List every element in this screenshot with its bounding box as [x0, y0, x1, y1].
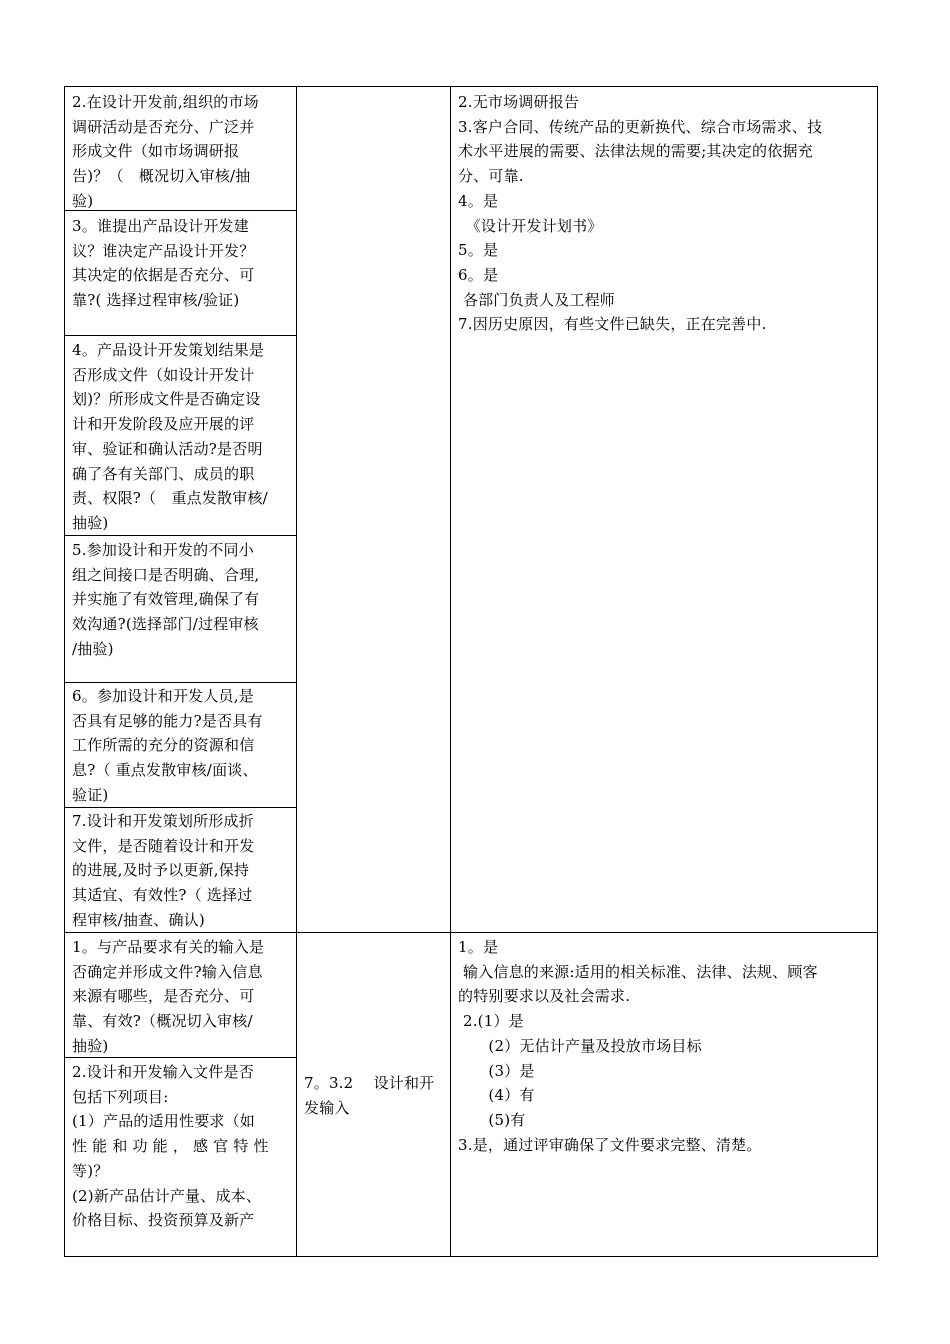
- clause-cell: 7。3.2 设计和开 发输入: [304, 1074, 435, 1117]
- table-border-left: [64, 86, 65, 1257]
- answer-cell: 1。是 输入信息的来源:适用的相关标准、法律、法规、顾客 的特别要求以及社会需求. 2.(1）是 (2）无估计产量及投放市场目标 (3）是 (4）有 (5)有 3.是，通过评审确保了文件要求完整、清楚。: [458, 938, 818, 1154]
- audit-checklist-table: [64, 86, 878, 1257]
- question-cell: 5.参加设计和开发的不同小 组之间接口是否明确、合理, 并实施了有效管理,确保了有 效沟通?(选择部门/过程审核 /抽验): [72, 541, 260, 658]
- question-cell: 7.设计和开发策划所形成折 文件，是否随着设计和开发 的进展,及时予以更新,保持 其适宜、有效性?（ 选择过 程审核/抽查、确认): [72, 812, 255, 929]
- table-border-top: [64, 86, 878, 87]
- table-border-right: [877, 86, 878, 1257]
- question-divider: [64, 682, 297, 683]
- question-cell: 6。参加设计和开发人员,是 否具有足够的能力?是否具有 工作所需的充分的资源和信 息?（ 重点发散审核/面谈、 验证): [72, 687, 263, 804]
- column-divider-2: [450, 86, 451, 1257]
- question-cell: 3。谁提出产品设计开发建 议？谁决定产品设计开发？ 其决定的依据是否充分、可 靠?( 选择过程审核/验证): [72, 217, 255, 310]
- table-border-bottom: [64, 1256, 878, 1257]
- question-cell: 4。产品设计开发策划结果是 否形成文件（如设计开发计 划)？所形成文件是否确定设 计和开发阶段及应开展的评 审、验证和确认活动?是否明 确了各有关部门、成员的职 责、权限?（ 重点发散审核/ 抽验): [72, 341, 268, 532]
- question-divider: [64, 335, 297, 336]
- question-cell: 1。与产品要求有关的输入是 否确定并形成文件?输入信息 来源有哪些，是否充分、可 靠、有效?（概况切入审核/ 抽验): [72, 938, 265, 1055]
- question-cell: 2.在设计开发前,组织的市场 调研活动是否充分、广泛并 形成文件（如市场调研报 告)？（ 概况切入审核/抽 验): [72, 93, 259, 210]
- answer-cell: 2.无市场调研报告 3.客户合同、传统产品的更新换代、综合市场需求、技 术水平进展的需要、法律法规的需要;其决定的依据充 分、可靠. 4。是 《设计开发计划书》 5。是 6。是 各部门负责人及工程师 7.因历史原因，有些文件已缺失，正在完善中.: [458, 93, 823, 334]
- question-cell: 2.设计和开发输入文件是否 包括下列项目: (1）产品的适用性要求（如 性 能 和 功 能 ， 感 官 特 性 等)？ (2)新产品估计产量、成本、 价格目标、投资预算及新产: [72, 1063, 269, 1230]
- column-divider-1: [296, 86, 297, 1257]
